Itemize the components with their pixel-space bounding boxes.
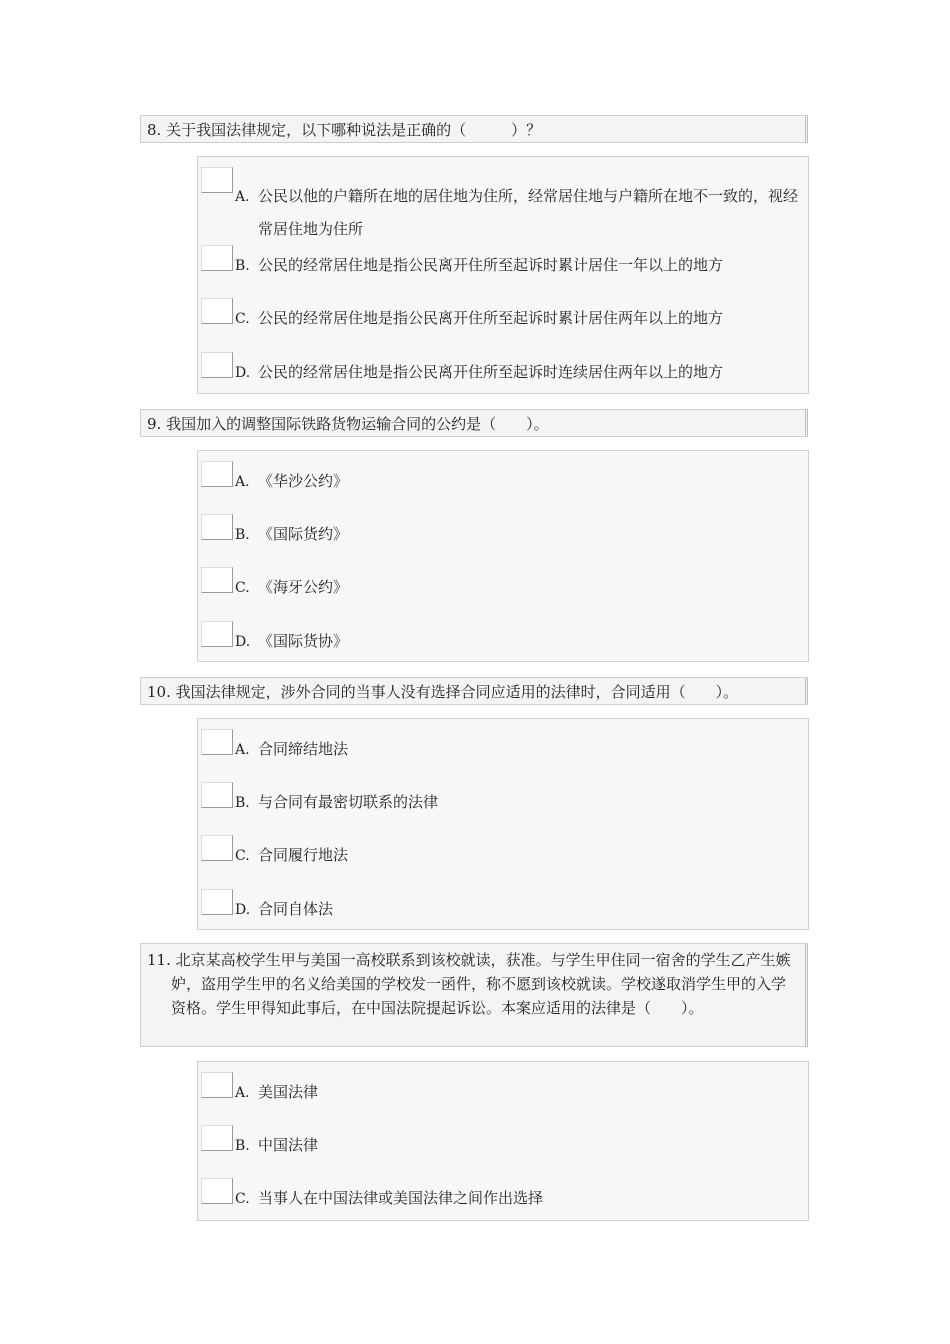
option-text: 合同履行地法	[258, 846, 349, 864]
option-row[interactable]	[198, 889, 808, 929]
option-text: 合同缔结地法	[258, 740, 349, 758]
option-text: 《海牙公约》	[258, 578, 349, 596]
option-text: 中国法律	[258, 1136, 319, 1154]
option-checkbox[interactable]	[201, 514, 233, 540]
option-row[interactable]	[198, 1125, 808, 1165]
option-letter: D.	[235, 365, 251, 381]
option-letter: D.	[235, 902, 251, 918]
option-letter: B.	[235, 527, 250, 543]
option-row[interactable]	[198, 298, 808, 338]
option-row[interactable]	[198, 352, 808, 392]
options-panel-10	[197, 718, 809, 930]
option-checkbox[interactable]	[201, 1178, 233, 1204]
question-stem-8: 8. 关于我国法律规定，以下哪种说法是正确的（ ）？	[140, 115, 808, 143]
options-panel-9	[197, 450, 809, 662]
option-row[interactable]	[198, 1072, 808, 1112]
option-checkbox[interactable]	[201, 782, 233, 808]
option-checkbox[interactable]	[201, 889, 233, 915]
option-checkbox[interactable]	[201, 461, 233, 487]
question-stem-9: 9. 我国加入的调整国际铁路货物运输合同的公约是（ ）。	[140, 409, 808, 437]
option-letter: B.	[235, 258, 250, 274]
option-row[interactable]	[198, 1178, 808, 1218]
option-checkbox[interactable]	[201, 352, 233, 378]
option-text: 《华沙公约》	[258, 472, 349, 490]
option-letter: B.	[235, 795, 250, 811]
option-letter: A.	[235, 742, 250, 758]
option-text: 当事人在中国法律或美国法律之间作出选择	[258, 1189, 544, 1207]
option-row[interactable]	[198, 621, 808, 661]
option-letter: C.	[235, 848, 250, 864]
option-letter: C.	[235, 580, 250, 596]
option-letter: A.	[235, 1085, 250, 1101]
options-panel-8	[197, 156, 809, 394]
question-stem-11: 11. 北京某高校学生甲与美国一高校联系到该校就读，获准。与学生甲住同一宿舍的学生乙产生嫉妒，盗用学生甲的名义给美国的学校发一函件，称不愿到该校就读。学校遂取消学生甲的入学资格。学生甲得知此事后，在中国法院提起诉讼。本案应适用的法律是（ ）。	[140, 943, 808, 1047]
option-row[interactable]	[198, 461, 808, 501]
option-text: 公民的经常居住地是指公民离开住所至起诉时连续居住两年以上的地方	[258, 363, 724, 381]
option-text: 《国际货约》	[258, 525, 349, 543]
option-row[interactable]	[198, 835, 808, 875]
option-letter: A.	[235, 474, 250, 490]
option-row[interactable]	[198, 514, 808, 554]
option-checkbox[interactable]	[201, 729, 233, 755]
option-text: 与合同有最密切联系的法律	[258, 793, 439, 811]
option-row[interactable]	[198, 729, 808, 769]
option-checkbox[interactable]	[201, 1125, 233, 1151]
option-row[interactable]	[198, 167, 808, 237]
options-panel-11	[197, 1061, 809, 1221]
option-row[interactable]	[198, 782, 808, 822]
option-letter: D.	[235, 634, 251, 650]
option-text: 合同自体法	[258, 900, 334, 918]
option-checkbox[interactable]	[201, 567, 233, 593]
option-row[interactable]	[198, 567, 808, 607]
question-stem-10: 10. 我国法律规定，涉外合同的当事人没有选择合同应适用的法律时，合同适用（ ）。	[140, 677, 808, 705]
option-checkbox[interactable]	[201, 835, 233, 861]
option-checkbox[interactable]	[201, 1072, 233, 1098]
option-text: 公民以他的户籍所在地的居住地为住所，经常居住地与户籍所在地不一致的，视经常居住地为住所	[258, 187, 799, 238]
option-checkbox[interactable]	[201, 245, 233, 271]
option-letter: B.	[235, 1138, 250, 1154]
option-letter: C.	[235, 1191, 250, 1207]
option-text: 《国际货协》	[258, 632, 349, 650]
option-letter: C.	[235, 311, 250, 327]
option-row[interactable]	[198, 245, 808, 285]
option-checkbox[interactable]	[201, 167, 233, 193]
option-checkbox[interactable]	[201, 298, 233, 324]
option-letter: A.	[235, 189, 250, 205]
option-checkbox[interactable]	[201, 621, 233, 647]
option-text: 公民的经常居住地是指公民离开住所至起诉时累计居住一年以上的地方	[258, 256, 724, 274]
option-text: 公民的经常居住地是指公民离开住所至起诉时累计居住两年以上的地方	[258, 309, 724, 327]
option-text: 美国法律	[258, 1083, 319, 1101]
